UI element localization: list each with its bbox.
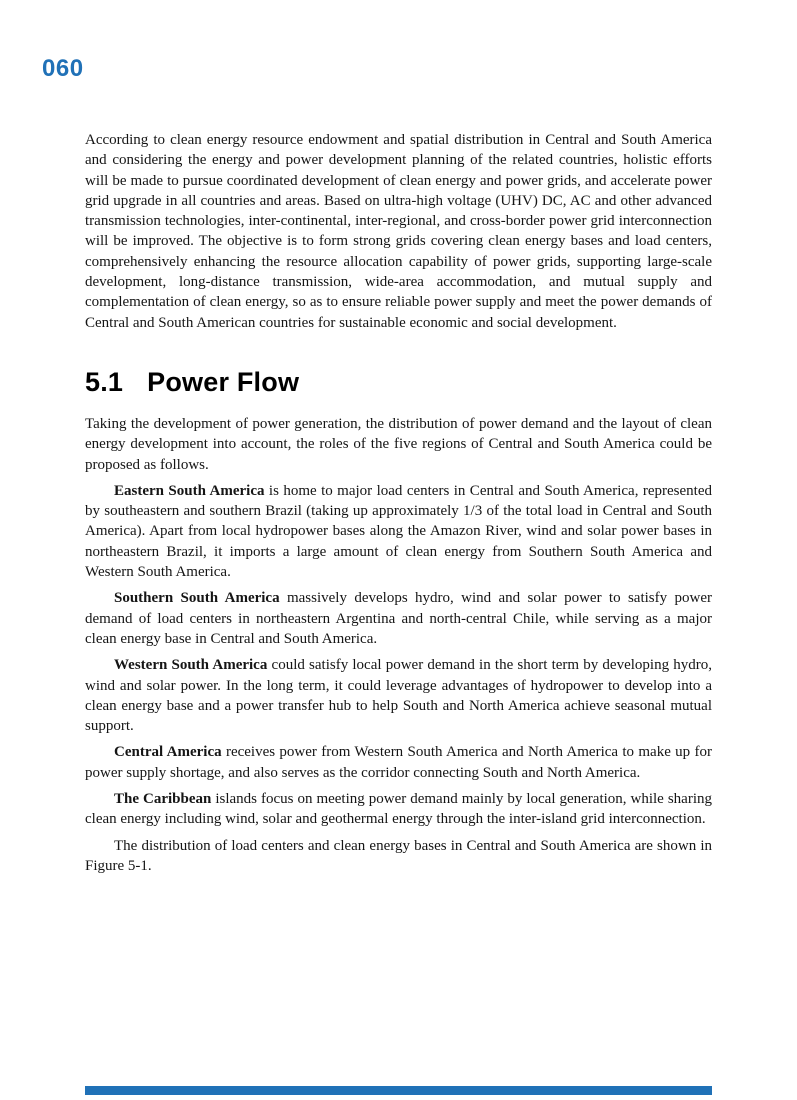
intro-paragraph xyxy=(85,130,712,333)
paragraph-lead: The Caribbean xyxy=(114,791,212,808)
paragraph-lead: Eastern South America xyxy=(114,482,265,499)
paragraph-text: massively develops hydro, wind and solar power to satisfy power demand of load centers in northeastern Argentina and north-central Chile, while serving as a major clean energy base in Central and South America. xyxy=(85,590,712,647)
western-south-america-paragraph xyxy=(85,655,712,736)
paragraph-text: is home to major load centers in Central and South America, represented by southeastern and southern Brazil (taking up approximately 1/3 of the total load in Central and South America). Apart from local hydropower bases along the Amazon River, wind and solar power bases in northeastern Brazil, it imports a large amount of clean energy from Southern South America and Western South America. xyxy=(85,482,712,581)
paragraph-text: islands focus on meeting power demand mainly by local generation, while sharing clean energy including wind, solar and geothermal energy through the inter-island grid interconnection. xyxy=(85,791,712,828)
caribbean-paragraph xyxy=(85,789,712,830)
paragraph-text: The distribution of load centers and clean energy bases in Central and South America are shown in Figure 5-1. xyxy=(85,837,712,874)
page-number: 060 xyxy=(42,55,84,82)
section-heading xyxy=(85,365,712,399)
eastern-south-america-paragraph xyxy=(85,481,712,582)
central-america-paragraph xyxy=(85,742,712,783)
paragraph-text: could satisfy local power demand in the short term by developing hydro, wind and solar power. In the long term, it could leverage advantages of hydropower to develop into a clean energy base and a power transfer hub to help South and North America achieve seasonal mutual support. xyxy=(85,657,713,735)
footer-accent-bar xyxy=(85,1086,712,1095)
paragraph-text: Taking the development of power generation, the distribution of power demand and the layout of clean energy development into account, the roles of the five regions of Central and South America could be proposed as follows. xyxy=(85,415,712,473)
section-title: Power Flow xyxy=(147,366,300,397)
section-number: 5.1 xyxy=(85,366,124,397)
paragraph-lead: Southern South America xyxy=(114,590,280,607)
paragraph-text: receives power from Western South America and North America to make up for power supply shortage, and also serves as the corridor connecting South and North America. xyxy=(85,744,712,781)
closing-paragraph xyxy=(85,836,712,877)
region-roles-paragraph xyxy=(85,414,712,475)
paragraph-lead: Western South America xyxy=(114,657,268,674)
intro-paragraph-text: According to clean energy resource endowment and spatial distribution in Central and South America and considering the energy and power development planning of the related countries, holistic efforts will be made to pursue coordinated development of clean energy and power grids, and accelerate power grid upgrade in all countries and areas. Based on ultra-high voltage (UHV) DC, AC and other advanced transmission technologies, inter-continental, inter-regional, and cross-border power grid interconnection will be improved. The objective is to form strong grids covering clean energy bases and load centers, comprehensively enhancing the resource allocation capability of power grids, supporting large-scale development, long-distance transmission, wide-area accommodation, and mutual supply and complementation of clean energy, so as to ensure reliable power supply and meet the power demands of Central and South American countries for sustainable economic and social development. xyxy=(85,132,712,331)
paragraph-lead: Central America xyxy=(114,744,222,761)
page-content xyxy=(85,130,712,882)
southern-south-america-paragraph xyxy=(85,588,712,649)
